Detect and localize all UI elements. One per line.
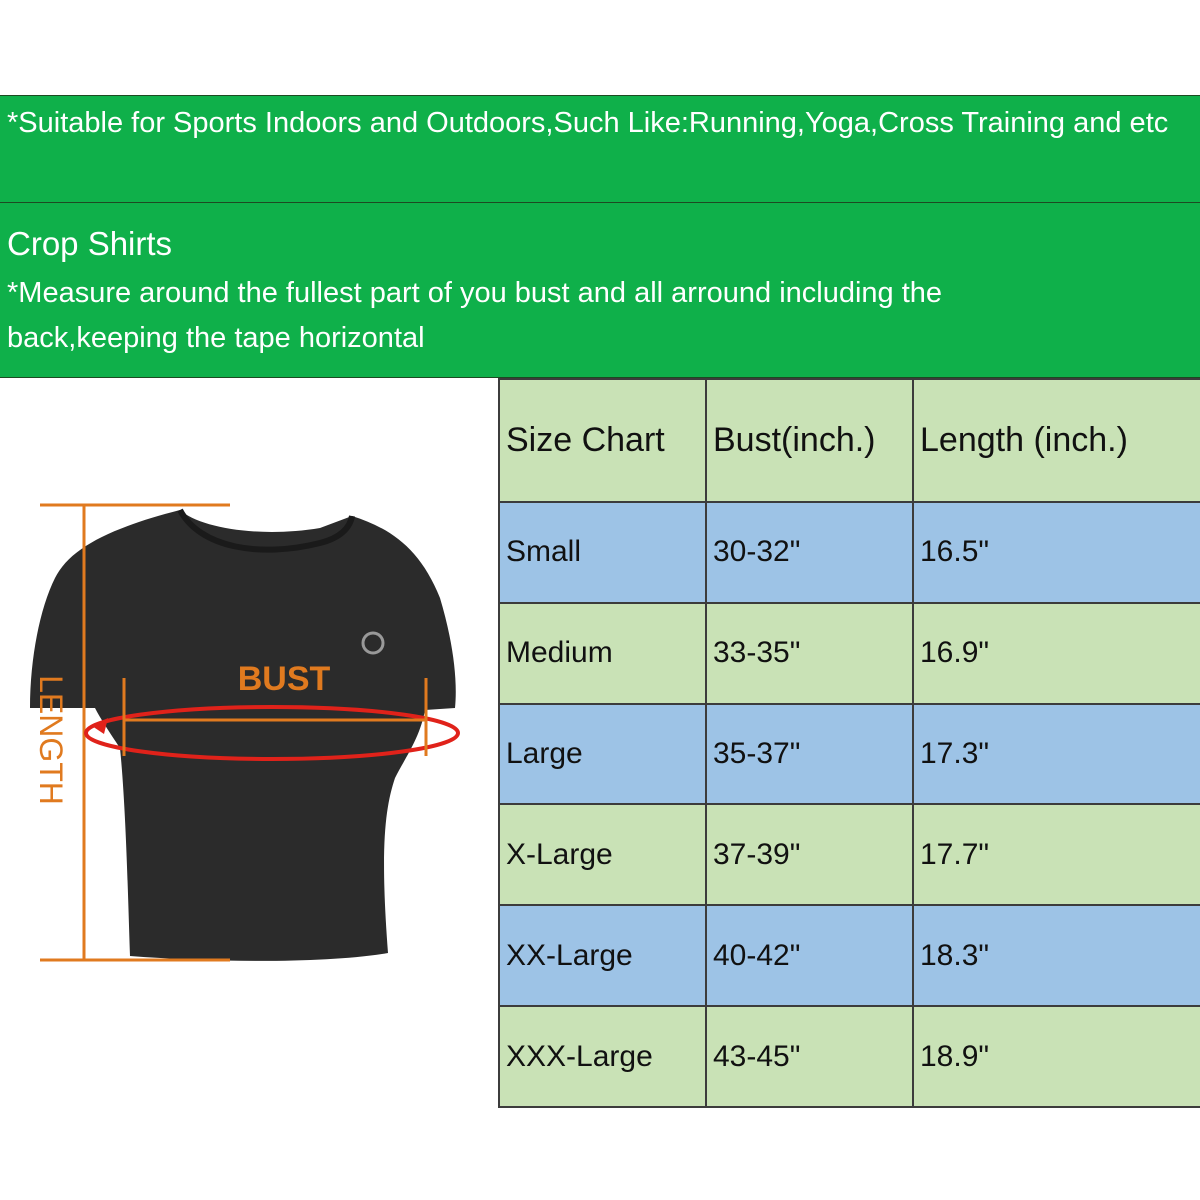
length-cell: 16.9" [913,603,1200,704]
measure-note-line-2: back,keeping the tape horizontal [7,322,425,354]
length-cell: 18.9" [913,1006,1200,1107]
header-length: Length (inch.) [913,379,1200,502]
table-row [499,502,1200,603]
size-cell: XXX-Large [499,1006,706,1107]
size-cell: Large [499,704,706,805]
size-chart-table [498,378,1200,1108]
bust-cell: 33-35" [706,603,913,704]
length-cell: 17.7" [913,804,1200,905]
header-bust: Bust(inch.) [706,379,913,502]
suitable-text: *Suitable for Sports Indoors and Outdoors,Such Like:Running,Yoga,Cross Training and etc [7,107,1169,139]
measure-note-line-1: *Measure around the fullest part of you bust and all arround including the [7,277,943,309]
bust-cell: 35-37" [706,704,913,805]
bust-cell: 37-39" [706,804,913,905]
size-cell: Small [499,502,706,603]
table-row [499,1006,1200,1107]
size-cell: XX-Large [499,905,706,1006]
bust-label: BUST [237,660,331,698]
size-cell: Medium [499,603,706,704]
size-cell: X-Large [499,804,706,905]
tape-arrow-icon [92,718,108,734]
table-row [499,603,1200,704]
table-row [499,704,1200,805]
crop-shirt-illustration [0,378,498,1108]
table-header-row [499,379,1200,502]
shirt-shape [30,510,456,961]
crop-shirts-banner [0,202,1200,378]
suitable-banner [0,95,1200,203]
bust-cell: 40-42" [706,905,913,1006]
length-cell: 17.3" [913,704,1200,805]
table-row [499,905,1200,1006]
length-cell: 18.3" [913,905,1200,1006]
section-title: Crop Shirts [7,225,173,262]
length-cell: 16.5" [913,502,1200,603]
bust-cell: 43-45" [706,1006,913,1107]
length-label: LENGTH [33,675,69,805]
header-size-chart: Size Chart [499,379,706,502]
bust-cell: 30-32" [706,502,913,603]
table-row [499,804,1200,905]
measurement-figure [0,378,499,1108]
